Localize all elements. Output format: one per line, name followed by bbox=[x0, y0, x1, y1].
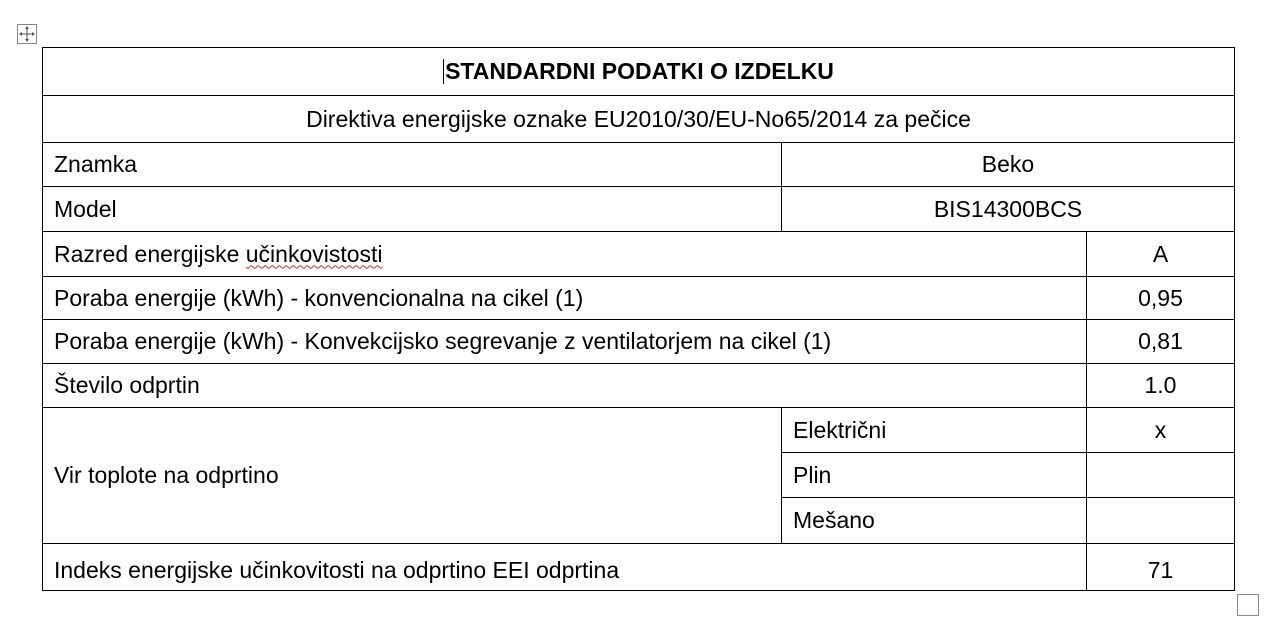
efficiency-class-value: A bbox=[1152, 240, 1169, 267]
cavities-value: 1.0 bbox=[1144, 372, 1177, 398]
eei-label-cell[interactable] bbox=[42, 543, 1087, 591]
efficiency-class-label-flagged: učinkovistosti bbox=[245, 240, 383, 267]
eei-label: Indeks energijske učinkovitosti na odprtino EEI odprtina bbox=[54, 556, 620, 583]
brand-value: Beko bbox=[981, 151, 1035, 177]
brand-label: Znamka bbox=[54, 151, 138, 177]
consumption-conventional-label: Poraba energije (kWh) - konvencionalna na cikel (1) bbox=[54, 284, 584, 311]
heat-source-option-electric: Električni bbox=[793, 416, 887, 443]
model-value: BIS14300BCS bbox=[933, 195, 1083, 222]
heat-source-option-gas: Plin bbox=[793, 461, 832, 488]
product-data-table bbox=[42, 47, 1235, 591]
heat-source-option-gas-cell[interactable] bbox=[781, 452, 1087, 498]
move-arrows-icon bbox=[18, 25, 36, 43]
efficiency-class-label-prefix: Razred energijske bbox=[54, 240, 246, 267]
efficiency-class-value-cell[interactable] bbox=[1086, 231, 1235, 277]
directive-cell[interactable] bbox=[42, 95, 1235, 143]
heat-source-label: Vir toplote na odprtino bbox=[54, 462, 279, 488]
consumption-fan-label-cell[interactable] bbox=[42, 319, 1087, 364]
heat-source-option-mixed-cell[interactable] bbox=[781, 497, 1087, 544]
heat-source-gas-value-cell[interactable] bbox=[1086, 452, 1235, 498]
heat-source-electric-value-cell[interactable] bbox=[1086, 407, 1235, 453]
eei-value-cell[interactable] bbox=[1086, 543, 1235, 591]
efficiency-class-label-cell[interactable] bbox=[42, 231, 1087, 277]
heat-source-label-cell[interactable] bbox=[42, 407, 782, 544]
eei-value: 71 bbox=[1147, 556, 1174, 583]
model-value-cell[interactable] bbox=[781, 186, 1235, 232]
heat-source-mixed-value-cell[interactable] bbox=[1086, 497, 1235, 544]
table-resize-handle[interactable] bbox=[1237, 594, 1259, 616]
cavities-label: Število odprtin bbox=[54, 372, 200, 398]
consumption-conventional-value: 0,95 bbox=[1138, 284, 1183, 311]
heat-source-electric-value: x bbox=[1154, 416, 1167, 443]
consumption-conventional-value-cell[interactable] bbox=[1086, 276, 1235, 320]
consumption-fan-value-cell[interactable] bbox=[1086, 319, 1235, 364]
heat-source-option-electric-cell[interactable] bbox=[781, 407, 1087, 453]
cavities-value-cell[interactable] bbox=[1086, 363, 1235, 408]
model-label: Model bbox=[54, 195, 117, 222]
brand-label-cell[interactable] bbox=[42, 142, 782, 187]
table-title: STANDARDNI PODATKI O IZDELKU bbox=[445, 58, 834, 84]
model-label-cell[interactable] bbox=[42, 186, 782, 232]
table-move-handle[interactable] bbox=[17, 24, 37, 44]
table-title-cell[interactable] bbox=[42, 47, 1235, 96]
brand-value-cell[interactable] bbox=[781, 142, 1235, 187]
text-cursor bbox=[443, 59, 444, 84]
consumption-conventional-label-cell[interactable] bbox=[42, 276, 1087, 320]
cavities-label-cell[interactable] bbox=[42, 363, 1087, 408]
heat-source-option-mixed: Mešano bbox=[793, 507, 875, 533]
consumption-fan-value: 0,81 bbox=[1138, 328, 1183, 354]
directive-text: Direktiva energijske oznake EU2010/30/EU-No65/2014 za pečice bbox=[306, 105, 971, 132]
consumption-fan-label: Poraba energije (kWh) - Konvekcijsko segrevanje z ventilatorjem na cikel (1) bbox=[54, 328, 832, 354]
